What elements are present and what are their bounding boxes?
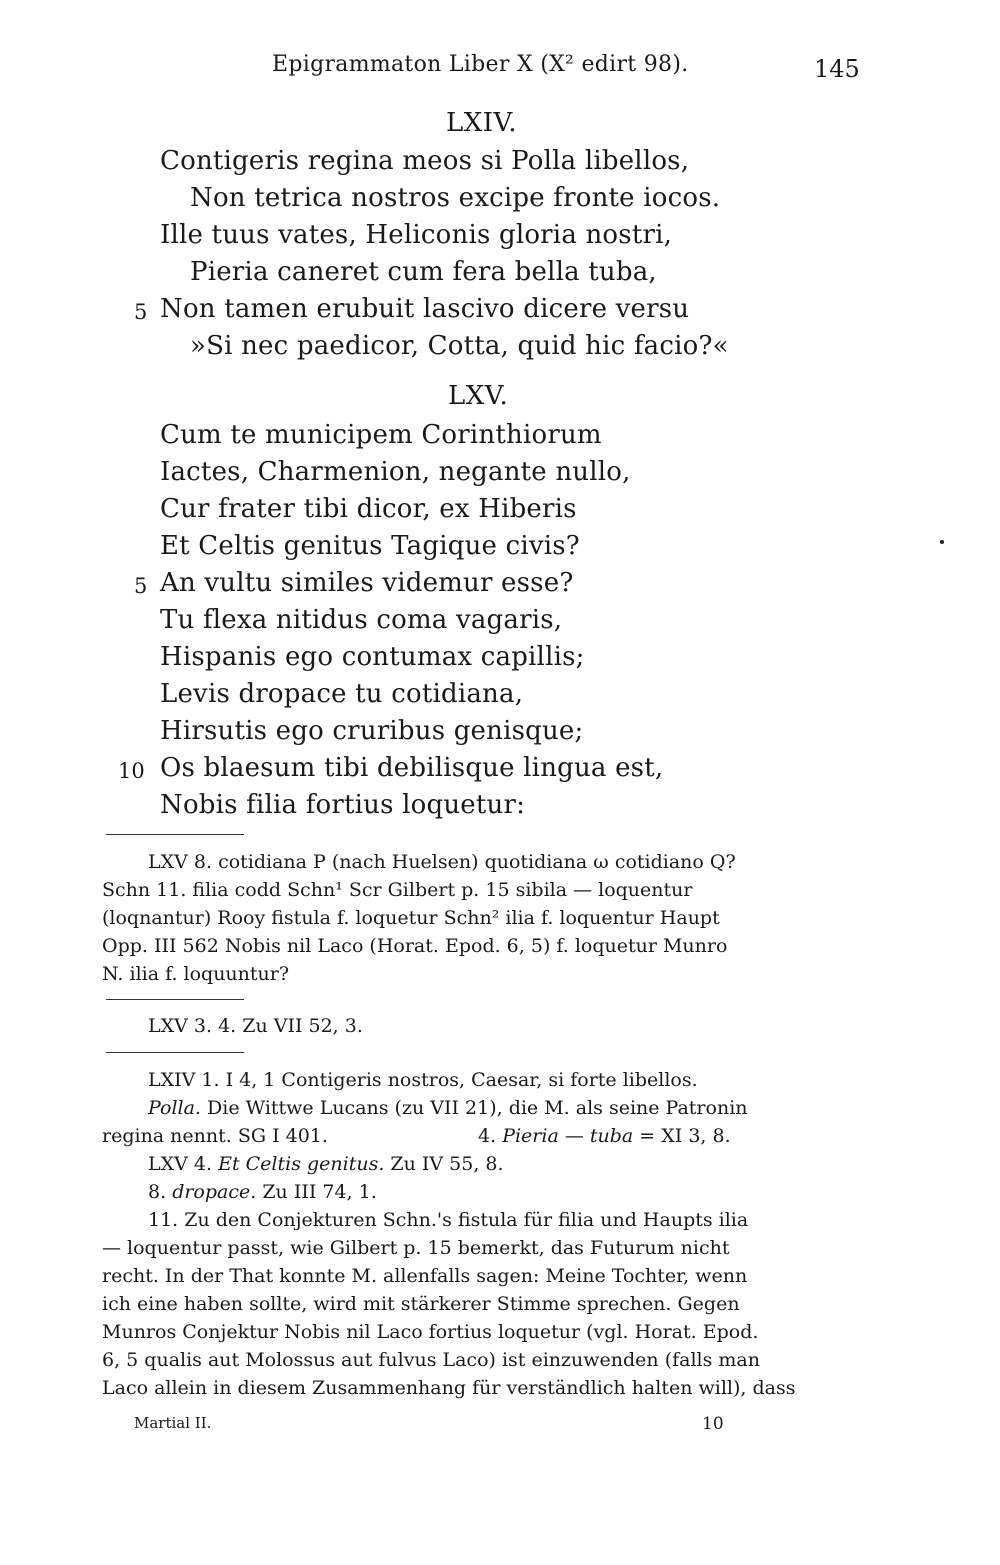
commentary-text: LXV 4. <box>148 1153 213 1175</box>
verse-line: Contigeris regina meos si Polla libellos, <box>160 146 690 176</box>
verse-line: »Si nec paedicor, Cotta, quid hic facio?« <box>190 331 729 361</box>
line-number: 5 <box>134 300 148 324</box>
verse-line: Et Celtis genitus Tagique civis? <box>160 531 580 561</box>
section-rule <box>106 1052 244 1053</box>
commentary-text: Die Wittwe Lucans (zu VII 21), die M. als seine Patronin <box>200 1097 748 1119</box>
verse-line: Ille tuus vates, Heliconis gloria nostri, <box>160 220 673 250</box>
verse-line: Pieria caneret cum fera bella tuba, <box>190 257 657 287</box>
poem-numeral-lxiv: LXIV. <box>446 108 518 138</box>
apparatus-line: Schn 11. filia codd Schn¹ Scr Gilbert p. 15 sibila — loquentur <box>102 879 693 901</box>
commentary-line <box>478 1122 731 1150</box>
verse-line: Os blaesum tibi debilisque lingua est, <box>160 753 664 783</box>
sheet-number: 10 <box>702 1414 724 1434</box>
parallels-line: LXV 3. 4. Zu VII 52, 3. <box>148 1015 363 1037</box>
commentary-para-line: 6, 5 qualis aut Molossus aut fulvus Laco) ist einzuwenden (falls man <box>102 1349 760 1371</box>
commentary-para-line: ich eine haben sollte, wird mit stärkerer Stimme sprechen. Gegen <box>102 1293 740 1315</box>
line-number: 10 <box>118 759 145 783</box>
verse-line: Cum te municipem Corinthiorum <box>160 420 602 450</box>
apparatus-line: (loqnantur) Rooy fistula f. loquetur Schn² ilia f. loquentur Haupt <box>102 907 720 929</box>
page-number: 145 <box>814 55 860 83</box>
verse-line: Hirsutis ego cruribus genisque; <box>160 716 584 746</box>
printer-signature: Martial II. <box>134 1414 212 1432</box>
commentary-para-line: 11. Zu den Conjekturen Schn.'s fistula für filia und Haupts ilia <box>148 1209 749 1231</box>
commentary-text: 4. <box>478 1125 497 1147</box>
commentary-para-line: — loquentur passt, wie Gilbert p. 15 bemerkt, das Futurum nicht <box>102 1237 730 1259</box>
italic-lemma: tuba <box>589 1125 634 1147</box>
commentary-text: = XI 3, 8. <box>633 1125 731 1147</box>
verse-line: Hispanis ego contumax capillis; <box>160 642 585 672</box>
commentary-line: LXIV 1. I 4, 1 Contigeris nostros, Caesar, si forte libellos. <box>148 1069 698 1091</box>
verse-line: Tu flexa nitidus coma vagaris, <box>160 605 563 635</box>
commentary-para-line: Munros Conjektur Nobis nil Laco fortius loquetur (vgl. Horat. Epod. <box>102 1321 759 1343</box>
apparatus-line: N. ilia f. loquuntur? <box>102 963 290 985</box>
commentary-text: Zu IV 55, 8. <box>384 1153 504 1175</box>
apparatus-line: Opp. III 562 Nobis nil Laco (Horat. Epod. 6, 5) f. loquetur Munro <box>102 935 728 957</box>
commentary-text: — <box>558 1125 590 1147</box>
commentary-line <box>148 1094 748 1122</box>
commentary-text: 8. <box>148 1181 167 1203</box>
section-rule <box>106 999 244 1000</box>
verse-line: Non tamen erubuit lascivo dicere versu <box>160 294 690 324</box>
verse-line: Non tetrica nostros excipe fronte iocos. <box>190 183 721 213</box>
italic-lemma: Polla. <box>148 1097 201 1119</box>
commentary-line <box>148 1178 377 1206</box>
italic-lemma: Et Celtis genitus. <box>218 1153 385 1175</box>
commentary-para-line: Laco allein in diesem Zusammenhang für verständlich halten will), dass <box>102 1377 796 1399</box>
italic-lemma: Pieria <box>502 1125 559 1147</box>
section-rule <box>106 834 244 835</box>
verse-line: An vultu similes videmur esse? <box>160 568 574 598</box>
running-title: Epigrammaton Liber X (X² edirt 98). <box>272 52 689 77</box>
commentary-text: Zu III 74, 1. <box>256 1181 377 1203</box>
poem-numeral-lxv: LXV. <box>448 381 509 411</box>
line-number: 5 <box>134 574 148 598</box>
verse-line: Levis dropace tu cotidiana, <box>160 679 524 709</box>
italic-lemma: dropace. <box>172 1181 257 1203</box>
commentary-line <box>148 1150 504 1178</box>
print-speck <box>940 540 944 544</box>
verse-line: Nobis filia fortius loquetur: <box>160 790 526 820</box>
commentary-line: regina nennt. SG I 401. <box>102 1125 328 1147</box>
commentary-para-line: recht. In der That konnte M. allenfalls sagen: Meine Tochter, wenn <box>102 1265 748 1287</box>
apparatus-line: LXV 8. cotidiana P (nach Huelsen) quotidiana ω cotidiano Q? <box>148 851 736 873</box>
verse-line: Iactes, Charmenion, negante nullo, <box>160 457 631 487</box>
verse-line: Cur frater tibi dicor, ex Hiberis <box>160 494 577 524</box>
